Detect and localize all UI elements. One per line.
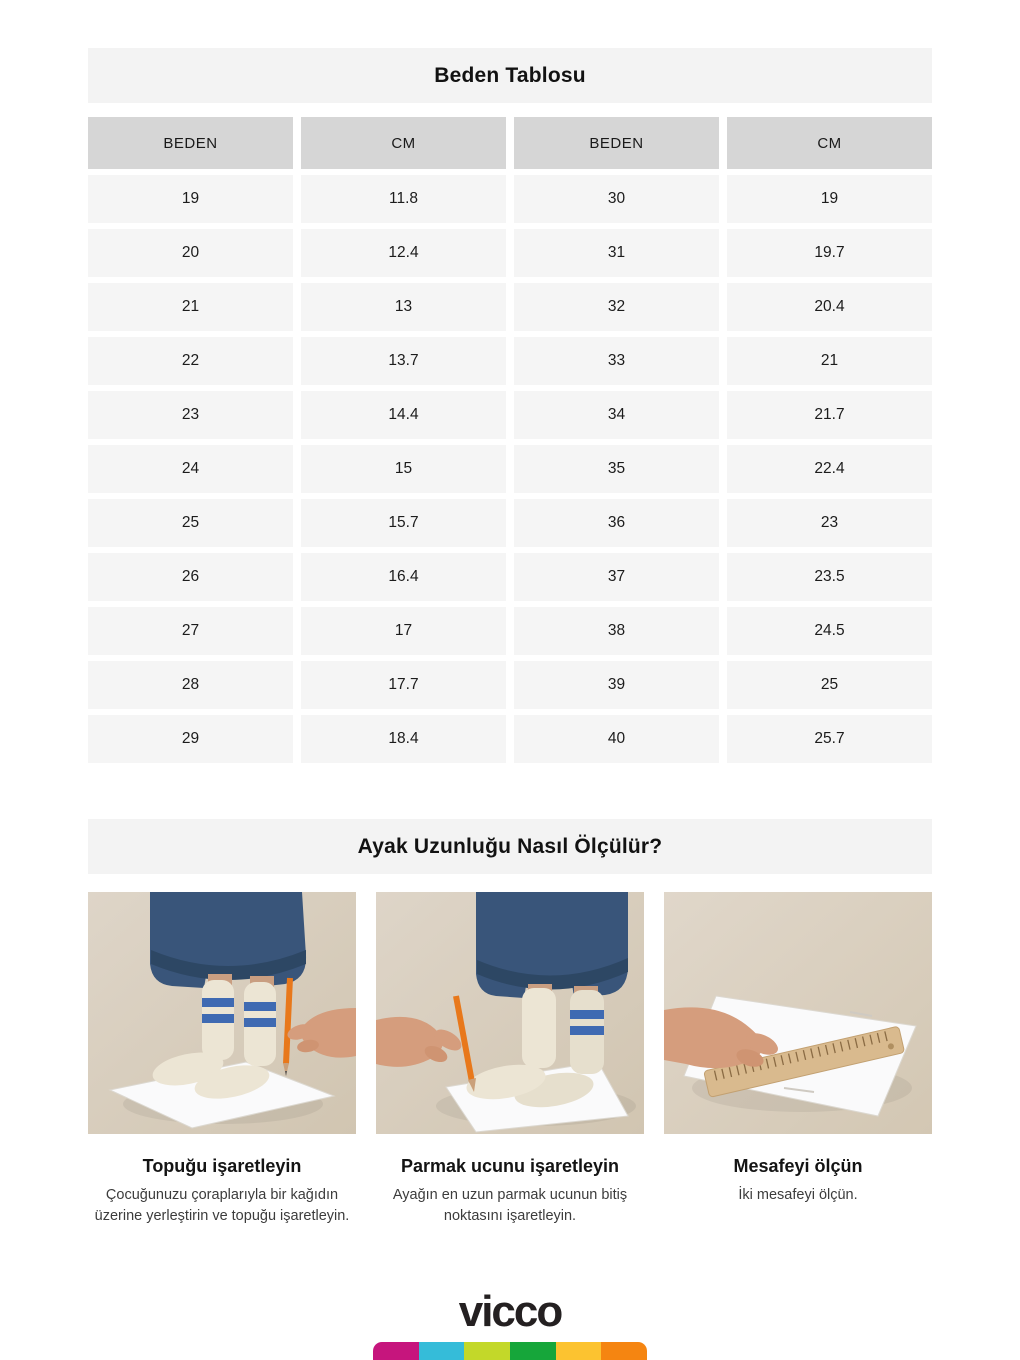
brand-footer <box>0 1287 1020 1360</box>
size-cell: 14.4 <box>301 391 506 439</box>
size-cell: 20 <box>88 229 293 277</box>
size-cell: 37 <box>514 553 719 601</box>
size-cell: 11.8 <box>301 175 506 223</box>
step-measure-distance <box>664 1156 932 1227</box>
size-cell: 24 <box>88 445 293 493</box>
measure-step-captions <box>88 1156 932 1227</box>
size-chart-table <box>88 117 932 763</box>
measure-distance-photo <box>664 892 932 1134</box>
mark-heel-photo <box>88 892 356 1134</box>
size-cell: 17.7 <box>301 661 506 709</box>
step-heading: Topuğu işaretleyin <box>142 1156 302 1176</box>
step-heading: Mesafeyi ölçün <box>733 1156 863 1176</box>
column-header-cm-left: CM <box>301 117 506 169</box>
size-chart-title-bar <box>88 48 932 103</box>
size-cell: 19.7 <box>727 229 932 277</box>
size-cell: 19 <box>88 175 293 223</box>
step-mark-toe <box>376 1156 644 1227</box>
brand-bar-segment <box>510 1342 556 1360</box>
step-text: Çocuğunuzu çoraplarıyla bir kağıdın üzerine yerleştirin ve topuğu işaretleyin. <box>94 1187 350 1225</box>
size-cell: 22.4 <box>727 445 932 493</box>
vicco-logo: vicco <box>458 1287 562 1336</box>
step-heading: Parmak ucunu işaretleyin <box>400 1156 620 1176</box>
size-cell: 24.5 <box>727 607 932 655</box>
size-cell: 25 <box>88 499 293 547</box>
size-cell: 39 <box>514 661 719 709</box>
step-text: İki mesafeyi ölçün. <box>738 1187 858 1203</box>
column-header-beden-right: BEDEN <box>514 117 719 169</box>
size-cell: 20.4 <box>727 283 932 331</box>
column-header-cm-right: CM <box>727 117 932 169</box>
brand-color-bar <box>373 1342 647 1360</box>
size-cell: 21 <box>88 283 293 331</box>
brand-bar-segment <box>419 1342 465 1360</box>
size-cell: 21 <box>727 337 932 385</box>
size-cell: 26 <box>88 553 293 601</box>
size-cell: 16.4 <box>301 553 506 601</box>
size-cell: 22 <box>88 337 293 385</box>
size-cell: 28 <box>88 661 293 709</box>
size-cell: 23.5 <box>727 553 932 601</box>
size-cell: 29 <box>88 715 293 763</box>
size-cell: 13.7 <box>301 337 506 385</box>
size-cell: 18.4 <box>301 715 506 763</box>
size-cell: 36 <box>514 499 719 547</box>
size-cell: 25 <box>727 661 932 709</box>
size-cell: 13 <box>301 283 506 331</box>
size-cell: 33 <box>514 337 719 385</box>
size-cell: 34 <box>514 391 719 439</box>
brand-bar-segment <box>556 1342 602 1360</box>
brand-bar-segment <box>464 1342 510 1360</box>
brand-bar-segment <box>373 1342 419 1360</box>
size-cell: 15 <box>301 445 506 493</box>
measure-section-title: Ayak Uzunluğu Nasıl Ölçülür? <box>357 834 663 858</box>
size-cell: 40 <box>514 715 719 763</box>
size-cell: 25.7 <box>727 715 932 763</box>
step-mark-heel <box>88 1156 356 1227</box>
size-cell: 23 <box>88 391 293 439</box>
size-cell: 17 <box>301 607 506 655</box>
size-cell: 35 <box>514 445 719 493</box>
size-cell: 19 <box>727 175 932 223</box>
size-cell: 38 <box>514 607 719 655</box>
size-cell: 27 <box>88 607 293 655</box>
size-cell: 32 <box>514 283 719 331</box>
size-cell: 31 <box>514 229 719 277</box>
mark-toe-photo <box>376 892 644 1134</box>
column-header-beden-left: BEDEN <box>88 117 293 169</box>
size-cell: 23 <box>727 499 932 547</box>
size-chart-title: Beden Tablosu <box>434 63 586 87</box>
measure-section-title-bar <box>88 819 932 874</box>
size-cell: 15.7 <box>301 499 506 547</box>
brand-bar-segment <box>601 1342 647 1360</box>
size-cell: 12.4 <box>301 229 506 277</box>
measure-step-photos <box>88 892 932 1134</box>
step-text: Ayağın en uzun parmak ucunun bitiş noktasını işaretleyin. <box>392 1187 628 1225</box>
size-cell: 30 <box>514 175 719 223</box>
size-cell: 21.7 <box>727 391 932 439</box>
